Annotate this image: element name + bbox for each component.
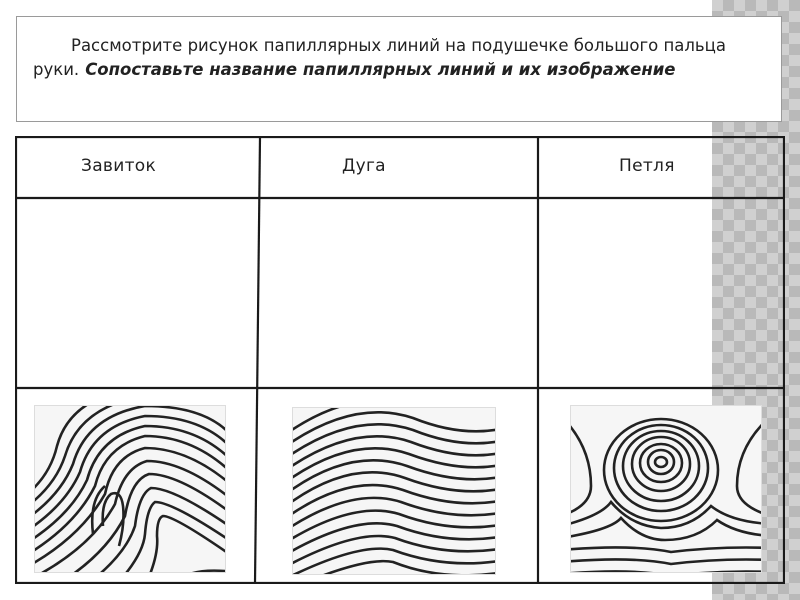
matching-table <box>15 136 785 584</box>
instruction-box <box>16 16 782 122</box>
instruction-emphasis: Сопоставьте название папиллярных линий и их изображение <box>85 60 676 79</box>
instruction-text: Рассмотрите рисунок папиллярных линий на подушечке большого пальца руки. <box>33 36 726 79</box>
arch-fingerprint-icon <box>292 407 496 575</box>
header-duga: Дуга <box>342 156 386 176</box>
whorl-fingerprint-icon <box>570 405 762 573</box>
loop-fingerprint-icon <box>34 405 226 573</box>
header-petlya: Петля <box>619 156 675 176</box>
header-zavitok: Завиток <box>81 156 157 176</box>
